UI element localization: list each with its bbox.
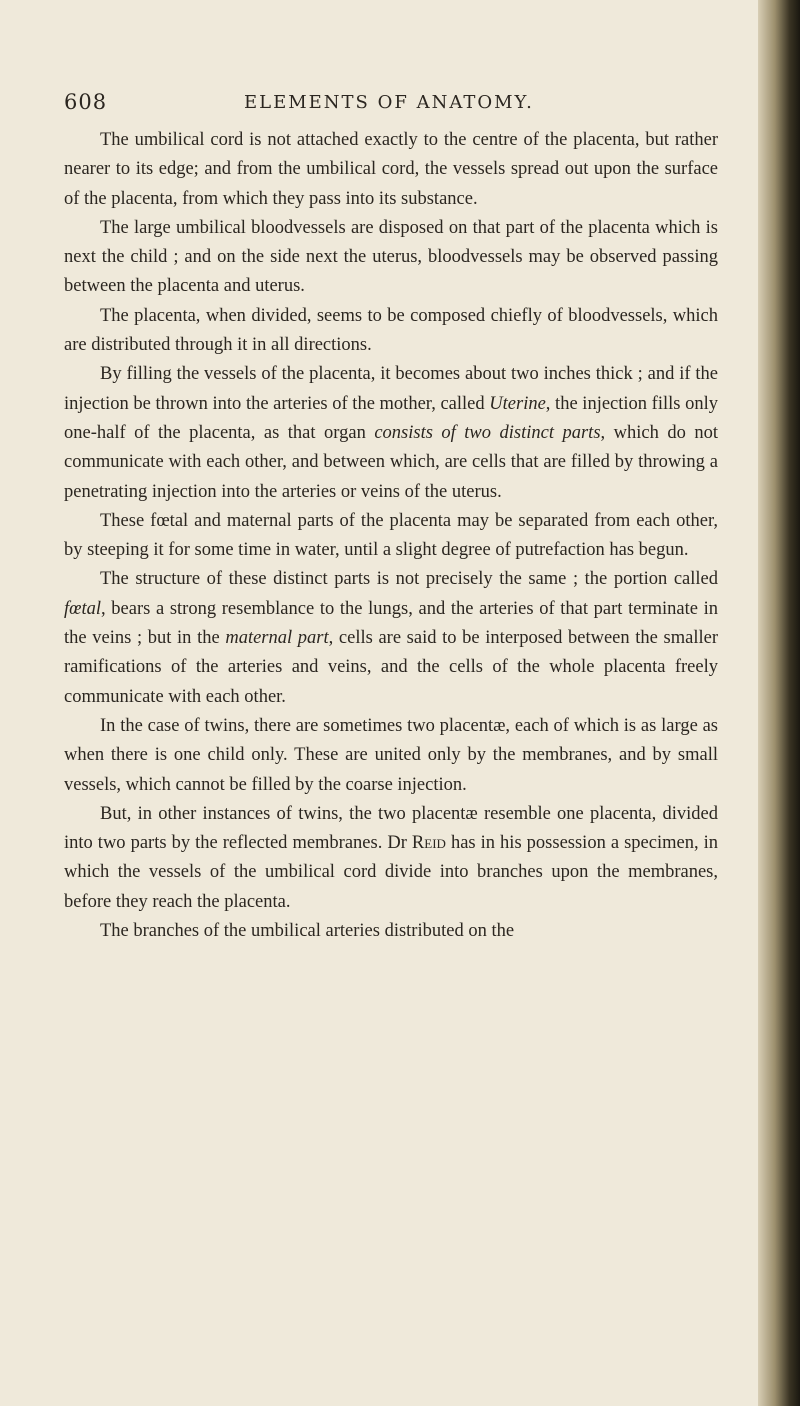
paragraph-4	[64, 360, 718, 506]
running-head: ELEMENTS OF ANATOMY.	[244, 92, 534, 113]
text-run: But, in other instances of twins, the two placentæ resemble one placenta, divided into two parts by the reflected membranes. Dr	[64, 803, 718, 854]
italic-phrase-two-distinct-parts: consists of two distinct parts	[374, 422, 601, 443]
text-run: The structure of these distinct parts is not precisely the same ; the portion called	[100, 569, 718, 590]
text-run: , cells are said to be interposed between the smaller ramifications of the arteries and veins, and the cells of the whole placenta freely communicate with each other.	[64, 628, 718, 707]
paragraph-5: These fœtal and maternal parts of the placenta may be separated from each other, by steeping it for some time in water, until a slight degree of putrefaction has begun.	[64, 510, 718, 561]
paragraph-2: The large umbilical bloodvessels are disposed on that part of the placenta which is next the child ; and on the side next the uterus, bloodvessels may be observed passing between the placenta and uterus.	[64, 217, 718, 297]
paragraph-7: In the case of twins, there are sometimes two placentæ, each of which is as large as when there is one child only. These are united only by the membranes, and by small vessels, which cannot be filled by the coarse injection.	[64, 715, 718, 795]
body-text	[64, 126, 718, 946]
text-run: has in his possession a specimen, in which the vessels of the umbilical cord divide into branches upon the membranes, before they reach the placenta.	[64, 833, 718, 912]
text-run: , the injection fills only one-half of the placenta, as that organ	[64, 393, 718, 443]
paragraph-6	[64, 565, 718, 711]
page-header	[64, 90, 744, 120]
page-number: 608	[64, 90, 108, 114]
text-run: , which do not communicate with each other, and between which, are cells that are filled by throwing a penetrating injection into the arteries or veins of the uterus.	[64, 422, 718, 502]
italic-term-foetal: fœtal	[64, 598, 102, 619]
small-caps-name-reid: Reid	[411, 833, 446, 854]
text-run: By filling the vessels of the placenta, it becomes about two inches thick ; and if the injection be thrown into the arteries of the mother, called	[64, 364, 718, 414]
italic-term-uterine: Uterine	[489, 393, 546, 414]
paragraph-8	[64, 800, 718, 917]
italic-term-maternal-part: maternal part	[225, 628, 329, 649]
book-spine-shadow	[758, 0, 800, 1406]
paragraph-9: The branches of the umbilical arteries distributed on the	[100, 921, 515, 942]
paragraph-3: The placenta, when divided, seems to be composed chiefly of bloodvessels, which are distributed through it in all directions.	[64, 305, 718, 356]
paragraph-1: The umbilical cord is not attached exactly to the centre of the placenta, but rather nearer to its edge; and from the umbilical cord, the vessels spread out upon the surface of the placenta, from which they pass into its substance.	[64, 130, 718, 209]
text-run: , bears a strong resemblance to the lungs, and the arteries of that part terminate in the veins ; but in the	[64, 598, 718, 649]
